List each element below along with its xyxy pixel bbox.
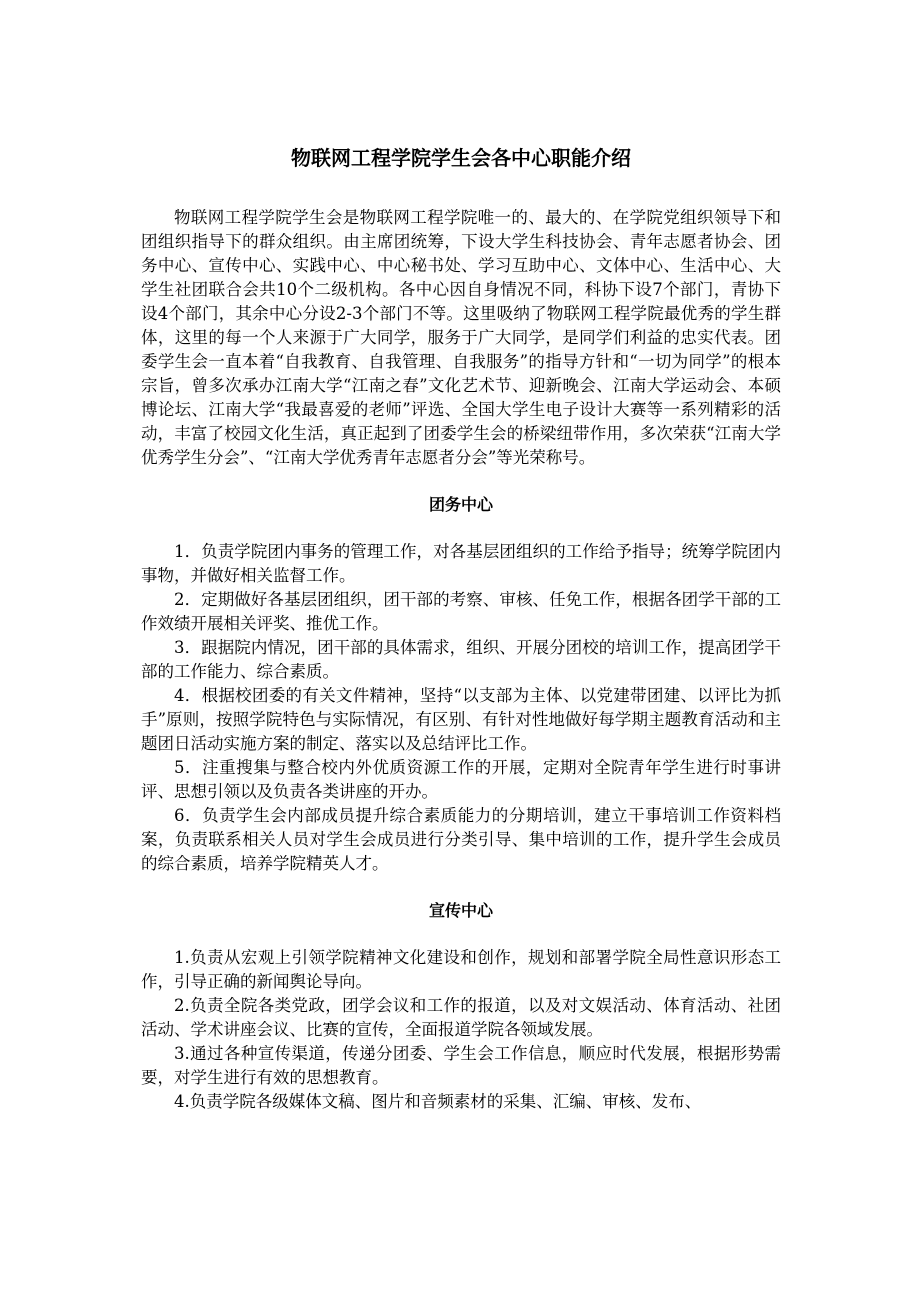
- tuanwu-item-1: 1．负责学院团内事务的管理工作，对各基层团组织的工作给予指导；统筹学院团内事物，并做好相关监督工作。: [141, 542, 781, 585]
- tuanwu-item-2: 2．定期做好各基层团组织，团干部的考察、审核、任免工作，根据各团学干部的工作效绩开展相关评奖、推优工作。: [141, 590, 781, 633]
- document-body: [141, 138, 781, 1114]
- section-heading-tuanwu: 团务中心: [428, 495, 493, 514]
- document-title: 物联网工程学院学生会各中心职能介绍: [291, 146, 631, 170]
- section-heading-xuanchuan: 宣传中心: [428, 901, 493, 920]
- xuanchuan-item-2: 2.负责全院各类党政，团学会议和工作的报道，以及对文娱活动、体育活动、社团活动、学术讲座会议、比赛的宣传，全面报道学院各领域发展。: [141, 996, 781, 1039]
- intro-paragraph: 物联网工程学院学生会是物联网工程学院唯一的、最大的、在学院党组织领导下和团组织指导下的群众组织。由主席团统筹，下设大学生科技协会、青年志愿者协会、团务中心、宣传中心、实践中心、中心秘书处、学习互助中心、文体中心、生活中心、大学生社团联合会共10个二级机构。各中心因自身情况不同，科协下设7个部门，青协下设4个部门，其余中心分设2-3个部门不等。这里吸纳了物联网工程学院最优秀的学生群体，这里的每一个人来源于广大同学，服务于广大同学，是同学们利益的忠实代表。团委学生会一直本着“自我教育、自我管理、自我服务”的指导方针和“一切为同学”的根本宗旨，曾多次承办江南大学“江南之春”文化艺术节、迎新晚会、江南大学运动会、本硕博论坛、江南大学“我最喜爱的老师”评选、全国大学生电子设计大赛等一系列精彩的活动，丰富了校园文化生活，真正起到了团委学生会的桥梁纽带作用，多次荣获“江南大学优秀学生分会”、“江南大学优秀青年志愿者分会”等光荣称号。: [141, 208, 781, 467]
- tuanwu-item-3: 3．跟据院内情况，团干部的具体需求，组织、开展分团校的培训工作，提高团学干部的工作能力、综合素质。: [141, 638, 781, 681]
- tuanwu-item-6: 6．负责学生会内部成员提升综合素质能力的分期培训，建立干事培训工作资料档案，负责联系相关人员对学生会成员进行分类引导、集中培训的工作，提升学生会成员的综合素质，培养学院精英人才。: [141, 806, 781, 873]
- tuanwu-item-5: 5．注重搜集与整合校内外优质资源工作的开展，定期对全院青年学生进行时事讲评、思想引领以及负责各类讲座的开办。: [141, 758, 781, 801]
- tuanwu-item-4: 4．根据校团委的有关文件精神，坚持“以支部为主体、以党建带团建、以评比为抓手”原则，按照学院特色与实际情况，有区别、有针对性地做好每学期主题教育活动和主题团日活动实施方案的制定、落实以及总结评比工作。: [141, 686, 781, 753]
- xuanchuan-item-1: 1.负责从宏观上引领学院精神文化建设和创作，规划和部署学院全局性意识形态工作，引导正确的新闻舆论导向。: [141, 948, 781, 991]
- xuanchuan-item-3: 3.通过各种宣传渠道，传递分团委、学生会工作信息，顺应时代发展，根据形势需要，对学生进行有效的思想教育。: [141, 1044, 781, 1087]
- xuanchuan-item-4: 4.负责学院各级媒体文稿、图片和音频素材的采集、汇编、审核、发布、: [174, 1092, 702, 1111]
